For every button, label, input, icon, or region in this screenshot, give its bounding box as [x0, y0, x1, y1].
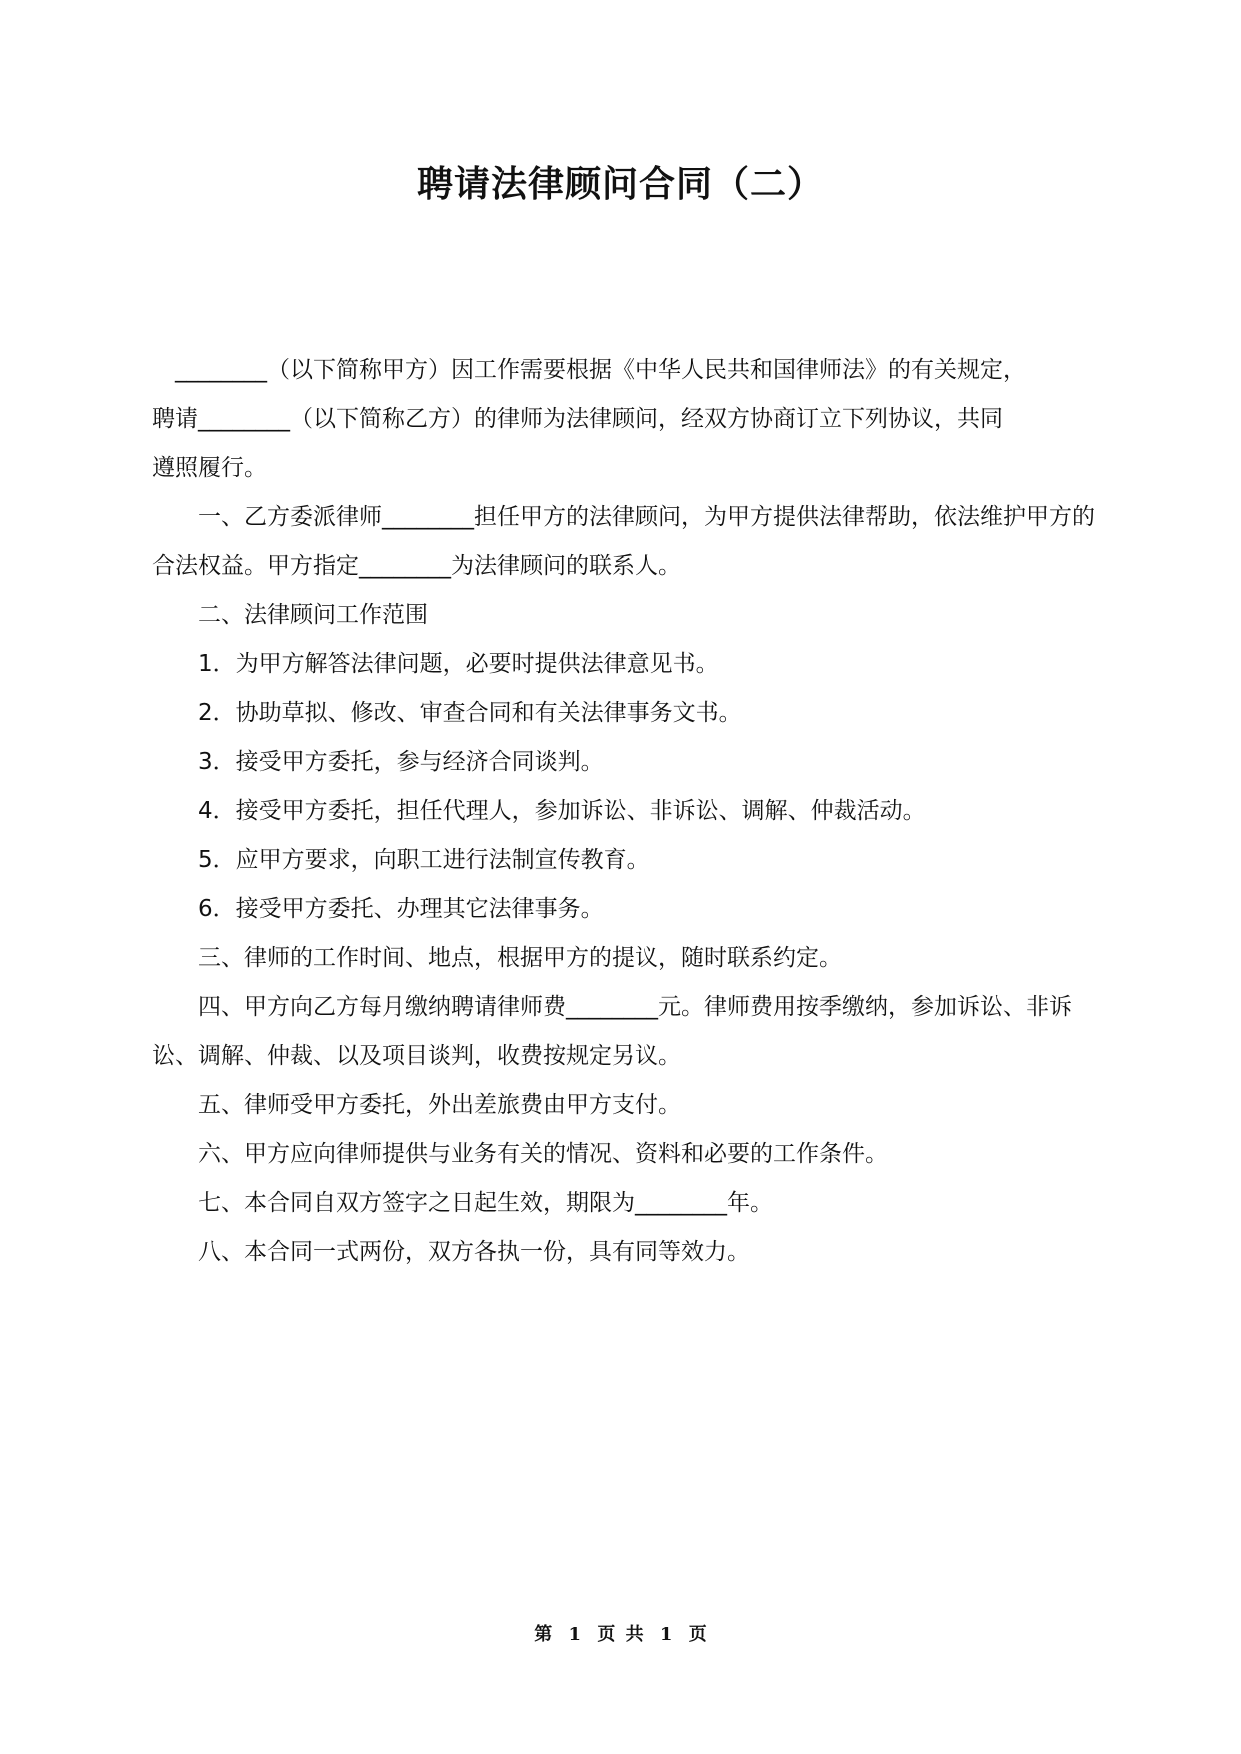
- scope-item-4: 4．接受甲方委托，担任代理人，参加诉讼、非诉讼、调解、仲裁活动。: [198, 798, 926, 824]
- clause-1: 一、乙方委派律师________担任甲方的法律顾问，为甲方提供法律帮助，依法维护甲方的合法权益。甲方指定________为法律顾问的联系人。: [152, 504, 1095, 579]
- contract-body: [152, 346, 1102, 1277]
- intro-line-2: 聘请________（以下简称乙方）的律师为法律顾问，经双方协商订立下列协议，共同: [152, 406, 1003, 432]
- scope-item-3: 3．接受甲方委托，参与经济合同谈判。: [198, 749, 604, 775]
- footer-total-pages: 1: [659, 1624, 673, 1645]
- footer-middle: 页 共: [597, 1624, 644, 1645]
- clause-2-heading: 二、法律顾问工作范围: [198, 602, 428, 628]
- scope-item-1: 1．为甲方解答法律问题，必要时提供法律意见书。: [198, 651, 719, 677]
- clause-5: 五、律师受甲方委托，外出差旅费由甲方支付。: [198, 1092, 681, 1118]
- page-title: 聘请法律顾问合同（二）: [416, 164, 824, 205]
- clause-4: 四、甲方向乙方每月缴纳聘请律师费________元。律师费用按季缴纳，参加诉讼、非诉讼、调解、仲裁、以及项目谈判，收费按规定另议。: [152, 994, 1072, 1069]
- clause-8: 八、本合同一式两份，双方各执一份，具有同等效力。: [198, 1239, 750, 1265]
- intro-line-3: 遵照履行。: [152, 455, 267, 481]
- intro-line-1: ________（以下简称甲方）因工作需要根据《中华人民共和国律师法》的有关规定，: [175, 357, 1026, 383]
- scope-item-2: 2．协助草拟、修改、审查合同和有关法律事务文书。: [198, 700, 742, 726]
- footer-suffix: 页: [688, 1624, 707, 1645]
- clause-6: 六、甲方应向律师提供与业务有关的情况、资料和必要的工作条件。: [198, 1141, 888, 1167]
- scope-item-6: 6．接受甲方委托、办理其它法律事务。: [198, 896, 604, 922]
- page-footer: [0, 1620, 1241, 1646]
- scope-item-5: 5．应甲方要求，向职工进行法制宣传教育。: [198, 847, 650, 873]
- footer-page-number: 1: [568, 1624, 582, 1645]
- footer-prefix: 第: [534, 1624, 553, 1645]
- clause-3: 三、律师的工作时间、地点，根据甲方的提议，随时联系约定。: [198, 945, 842, 971]
- clause-7: 七、本合同自双方签字之日起生效，期限为________年。: [198, 1190, 773, 1216]
